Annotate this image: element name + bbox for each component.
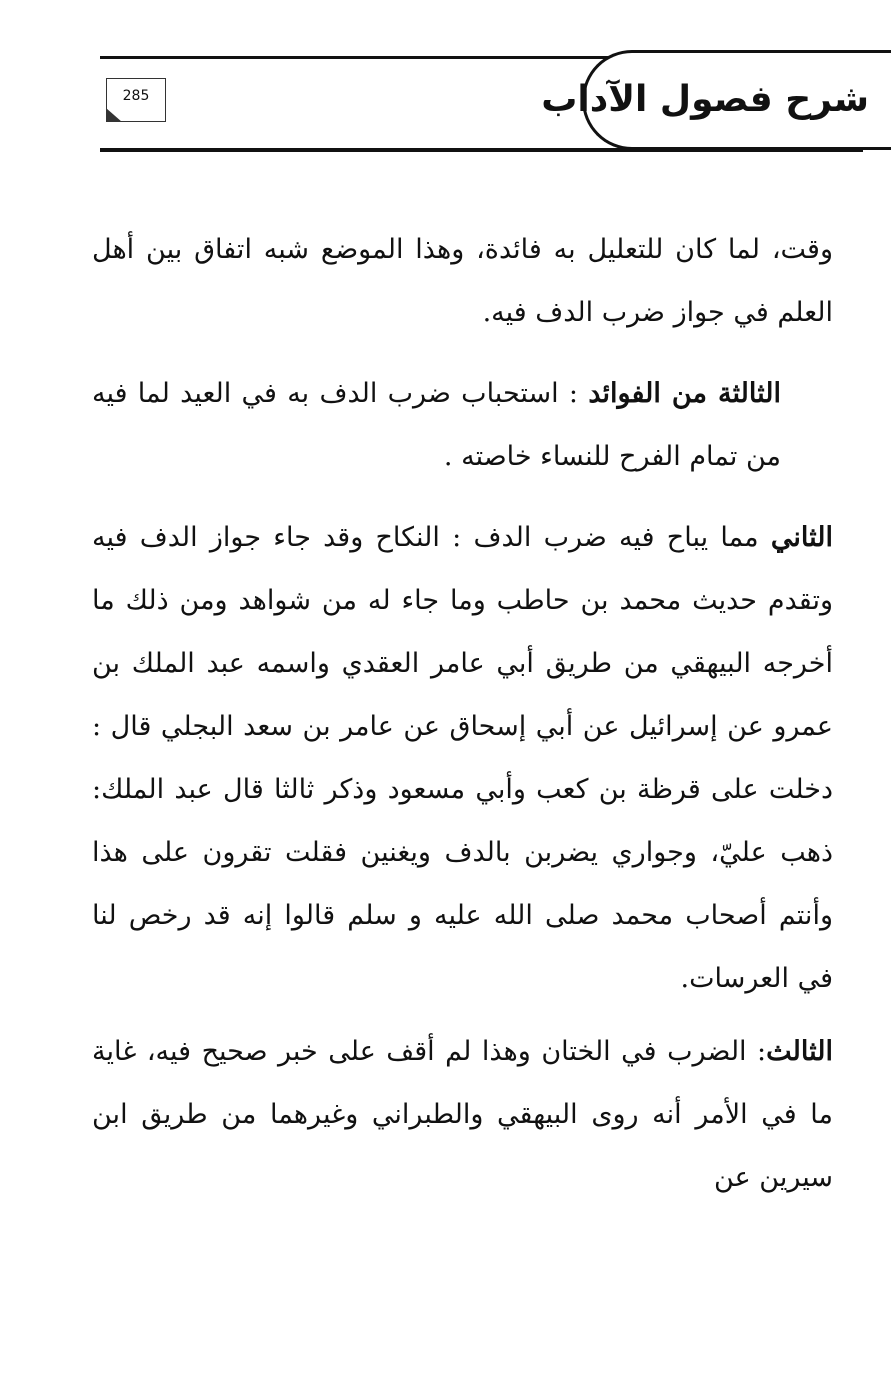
page-corner-fold-icon [106,108,122,122]
body-text [92,218,833,1209]
paragraph-2-text: : استحباب ضرب الدف به في العيد لما فيه من تمام الفرح للنساء خاصته . [92,378,781,472]
page-number: 285 [122,88,150,104]
header-bottom-rule [100,148,863,152]
paragraph-1-text: وقت، لما كان للتعليل به فائدة، وهذا الموضع شبه اتفاق بين أهل العلم في جواز ضرب الدف فيه. [92,234,833,328]
paragraph-4-text: : الضرب في الختان وهذا لم أقف على خبر صحيح فيه، غاية ما في الأمر أنه روى البيهقي والطبراني وغيرهما من طريق ابن سيرين عن [92,1036,833,1193]
paragraph-4-heading: الثالث [766,1036,833,1067]
paragraph-2 [92,362,833,488]
paragraph-4 [92,1020,833,1209]
paragraph-3-text: مما يباح فيه ضرب الدف : النكاح وقد جاء جواز الدف فيه وتقدم حديث محمد بن حاطب وما جاء له من شواهد ومن ذلك ما أخرجه البيهقي من طريق أبي عامر العقدي واسمه عبد الملك بن عمرو عن إسرائيل عن أبي إسحاق عن عامر بن سعد البجلي قال : دخلت على قرظة بن كعب وأبي مسعود وذكر ثالثا قال عبد الملك: ذهب عليّ، وجواري يضربن بالدف ويغنين فقلت تقرون على هذا وأنتم أصحاب محمد صلى الله عليه و سلم قالوا إنه قد رخص لنا في العرسات. [92,522,833,994]
book-title: شرح فصول الآداب [541,79,869,120]
paragraph-3 [92,506,833,1010]
paragraph-1 [92,218,833,344]
page-number-box [106,78,166,122]
paragraph-3-heading: الثاني [770,522,833,553]
paragraph-2-heading: الثالثة من الفوائد [588,378,781,409]
